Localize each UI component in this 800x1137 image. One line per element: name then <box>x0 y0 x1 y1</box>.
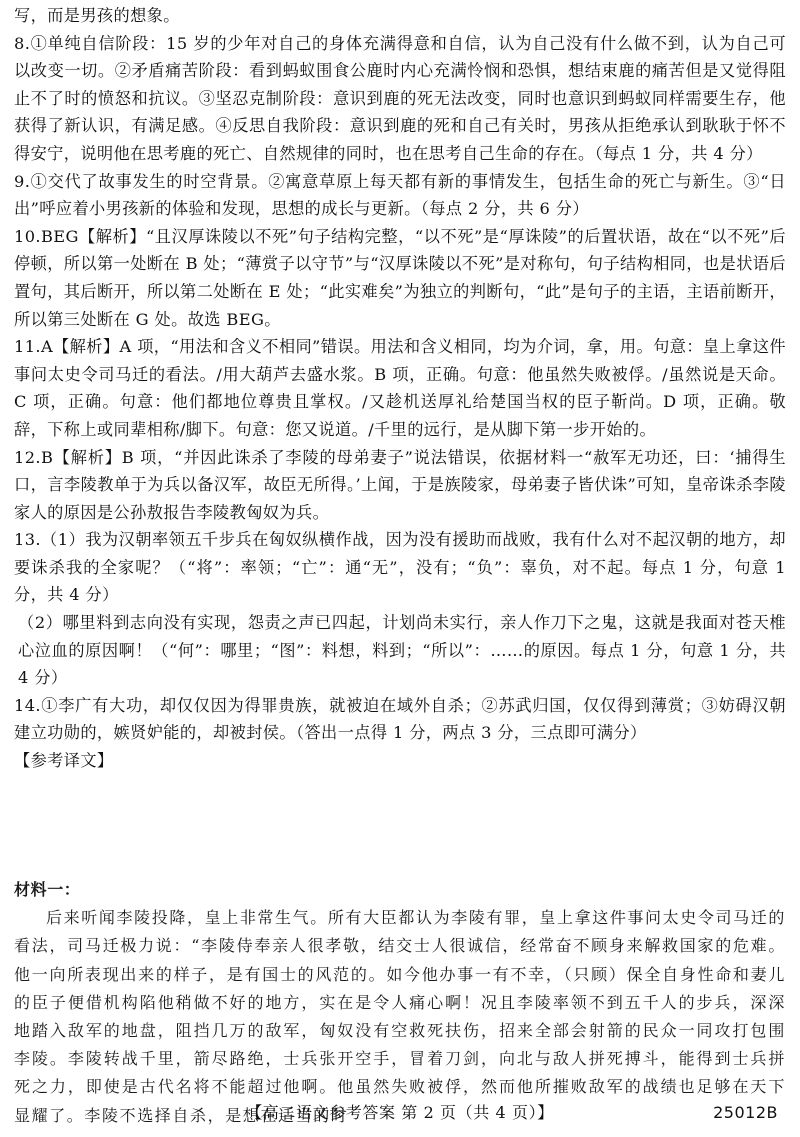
answer-q13-part2: （2）哪里料到志向没有实现，怨责之声已四起，计划尚未实行，亲人作刀下之鬼，这就是我面对苍天椎心泣血的原因啊！（“何”：哪里；“图”：料想，料到；“所以”：……的原因。每点 1 分，句意 1 分，共 4 分） <box>18 613 786 688</box>
answer-q13-part1: 13.（1）我为汉朝率领五千步兵在匈奴纵横作战，因为没有援助而战败，我有什么对不起汉朝的地方，却要诛杀我的全家呢？（“将”：率领；“亡”：通“无”，没有；“负”：辜负，对不起。每点 1 分，句意 1 分，共 4 分） <box>14 530 786 605</box>
answer-q11: 11.A【解析】A 项，“用法和含义不相同”错误。用法和含义相同，均为介词，拿，用。句意：皇上拿这件事问太史令司马迁的看法。/用大葫芦去盛水浆。B 项，正确。句意：他虽然失败被俘。/虽然说是天命。C 项，正确。句意：他们都地位尊贵且掌权。/又趁机送厚礼给楚国当权的臣子靳尚。D 项，正确。敬辞，下称上或同辈相称/脚下。句意：您又说道。/千里的远行，是从脚下第一步开始的。 <box>14 337 786 439</box>
answer-q8: 8.①单纯自信阶段：15 岁的少年对自己的身体充满得意和自信，认为自己没有什么做不到，认为自己可以改变一切。②矛盾痛苦阶段：看到蚂蚁围食公鹿时内心充满怜悯和恐惧，想结束鹿的痛苦但是又觉得阻止不了时的愤怒和抗议。③坚忍克制阶段：意识到鹿的死无法改变，同时也意识到蚂蚁同样需要生存，他获得了新认识，有满足感。④反思自我阶段：意识到鹿的死和自己有关时，男孩从拒绝承认到耿耿于怀不得安宁，说明他在思考鹿的死亡、自然规律的同时，也在思考自己生命的存在。（每点 1 分，共 4 分） <box>14 33 786 163</box>
answer-q14: 14.①李广有大功，却仅仅因为得罪贵族，就被迫在域外自杀；②苏武归国，仅仅得到薄赏；③妨碍汉朝建立功勋的，嫉贤妒能的，却被封侯。（答出一点得 1 分，两点 3 分，三点即可满分） <box>14 695 786 743</box>
reference-translation <box>14 876 786 1130</box>
page-footer <box>0 1098 800 1128</box>
answer-q12: 12.B【解析】B 项，“并因此诛杀了李陵的母弟妻子”说法错误，依据材料一“赦军无功还，曰：‘捕得生口，言李陵教单于为兵以备汉军，故臣无所得。’上闻，于是族陵家，母弟妻子皆伏诛”可知，皇帝诛杀李陵家人的原因是公孙敖报告李陵教匈奴为兵。 <box>14 447 786 522</box>
material-one-label: 材料一： <box>14 880 81 899</box>
page-number-label: 【高二语文参考答案 第 2 页（共 4 页）】 <box>246 1103 554 1122</box>
answer-section <box>14 2 786 775</box>
document-code: 25012B <box>713 1103 778 1122</box>
answer-continuation: 写，而是男孩的想象。 <box>14 6 180 25</box>
material-one-translation: 后来听闻李陵投降，皇上非常生气。所有大臣都认为李陵有罪，皇上拿这件事问太史令司马迁的看法，司马迁极力说：“李陵侍奉亲人很孝敬，结交士人很诚信，经常奋不顾身来解救国家的危难。他一向所表现出来的样子，是有国士的风范的。如今他办事一有不幸，（只顾）保全自身性命和妻儿的臣子便借机构陷他稍做不好的地方，实在是令人痛心啊！况且李陵率领不到五千人的步兵，深深地踏入敌军的地盘，阻挡几万的敌军，匈奴没有空救死扶伤，招来全部会射箭的民众一同攻打包围李陵。李陵转战千里，箭尽路绝，士兵张开空手，冒着刀剑，向北与敌人拼死搏斗，能得到士兵拼死之力，即使是古代名将不能超过他啊。他虽然失败被俘，然而他所摧败敌军的战绩也足够在天下显耀了。李陵不选择自杀，是想在适当的时 <box>14 908 786 1125</box>
answer-q9: 9.①交代了故事发生的时空背景。②寓意草原上每天都有新的事情发生，包括生命的死亡与新生。③“日出”呼应着小男孩新的体验和发现，思想的成长与更新。（每点 2 分，共 6 分） <box>14 171 786 219</box>
answer-q10: 10.BEG【解析】“且汉厚诛陵以不死”句子结构完整，“以不死”是“厚诛陵”的后置状语，故在“以不死”后停顿，所以第一处断在 B 处；“薄赏子以守节”与“汉厚诛陵以不死”是对称句，句子结构相同，也是状语后置句，其后断开，所以第二处断在 E 处；“此实难矣”为独立的判断句，“此”是句子的主语，主语前断开，所以第三处断在 G 处。故选 BEG。 <box>14 226 786 329</box>
translation-heading: 【参考译文】 <box>14 751 114 771</box>
